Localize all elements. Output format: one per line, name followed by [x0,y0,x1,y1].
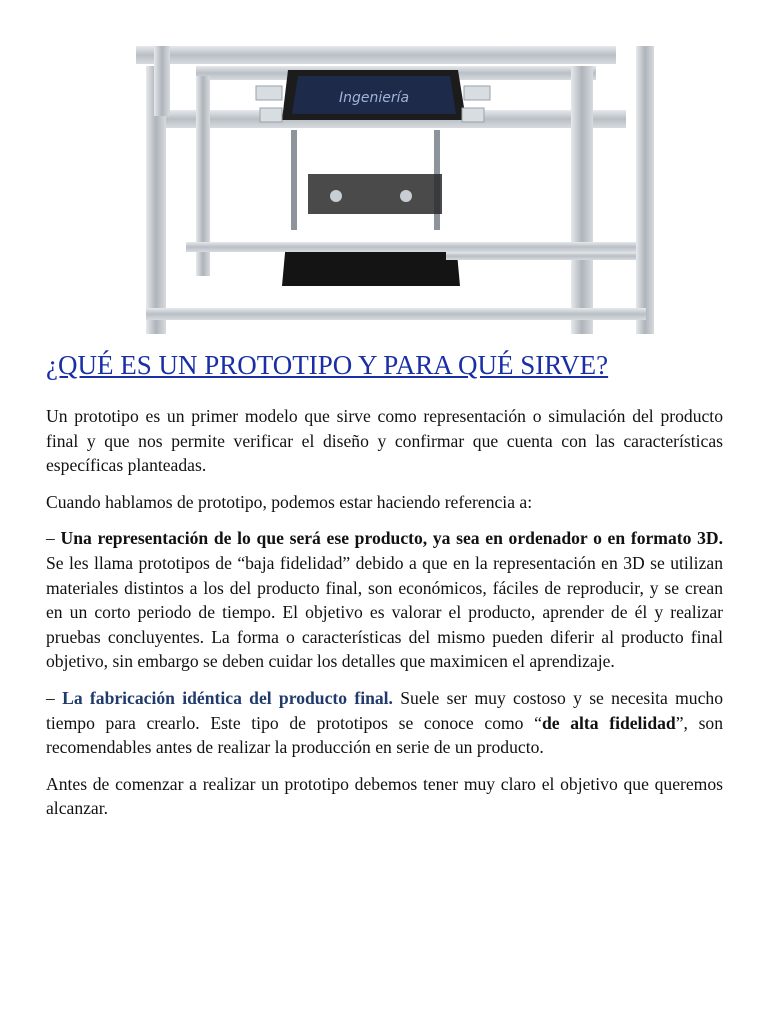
bracket [464,86,490,100]
item-high-fidelity [46,686,723,760]
item-heading: Una representación de lo que será ese producto, ya sea en ordenador o en formato 3D. [60,528,723,549]
prototype-photo [46,46,723,334]
item-low-fidelity [46,526,723,674]
intro-paragraph: Un prototipo es un primer modelo que sirve como representación o simulación del producto final y que nos permite verificar el diseño y confirmar que cuenta con las características específicas planteadas. [46,406,723,476]
lead-paragraph: Cuando hablamos de prototipo, podemos estar haciendo referencia a: [46,491,533,512]
prototype-machine-illustration [46,46,723,334]
bracket [260,108,282,122]
bearing [400,190,412,202]
frame-post-top-left [154,46,170,116]
bracket [462,108,484,122]
item-dash: – [46,528,61,549]
frame-post-right-front [571,66,593,334]
item-text: Se les llama prototipos de “baja fidelidad” debido a que en la representación en 3D se utilizan materiales distintos a los del producto final, son económicos, fáciles de reproducir, y se crean en un corto periodo de tiempo. El objetivo es valorar el producto, aprender de él y realizar pruebas concluyentes. La forma o características del mismo pueden diferir al producto final objetivo, sin embargo se deben cuidar los detalles que maximicen el aprendizaje. [46,552,723,672]
frame-post-right-back [636,46,654,334]
base-rail [146,308,646,320]
item-text: ”, son recomendables antes de realizar la producción en serie de un producto. [46,712,724,758]
closing-paragraph: Antes de comenzar a realizar un prototipo debemos tener muy claro el objetivo que queremos alcanzar. [46,773,723,819]
title-link[interactable]: ¿QUÉ ES UN PROTOTIPO Y PARA QUÉ SIRVE? [46,350,609,380]
frame-top-rail [136,46,616,64]
item-dash: – [46,687,63,708]
item-heading: La fabricación idéntica del producto final. [62,687,393,708]
bearing [330,190,342,202]
sign-text: Ingeniería [338,90,410,106]
carriage [308,174,442,214]
guide-rod [291,130,297,230]
item-emphasis: de alta fidelidad [541,712,676,733]
article-body [46,404,723,833]
item-text: Suele ser muy costoso y se necesita mucho tiempo para crearlo. Este tipo de prototipos se conoce como “ [46,687,723,733]
bracket [256,86,282,100]
side-rail [446,252,636,260]
lower-rail [186,242,636,252]
page-title [46,351,726,381]
